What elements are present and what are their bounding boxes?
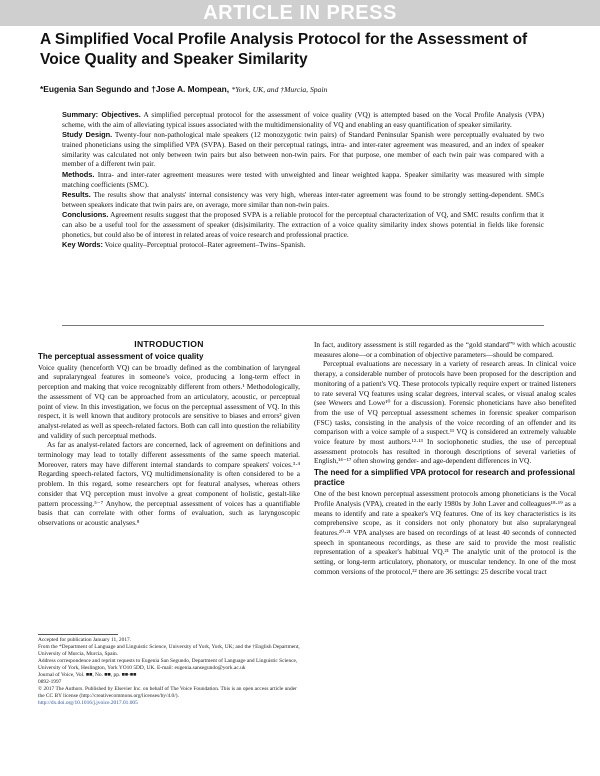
footnote-issn: 0892-1997 bbox=[38, 679, 62, 685]
body-paragraph: Perceptual evaluations are necessary in a variety of research areas. In clinical voice therapy, a considerable number of protocols have been proposed for the description and monitoring of a patient's VQ. These protocols typically require expert or trained listeners to rate several VQ features using scalar degrees, interval scales, or visual analog scales (see Wewers and Lowe¹⁰ for a discussion). Forensic phoneticians have also benefited from the use of VQ perceptual assessment schemes in forensic speaker comparison (FSC) tasks, consisting in the analysis of the voice recording of an offender and its comparison with a voice sample of a suspect.¹¹ VQ is considered an extremely valuable voice feature by most authors.¹²·¹³ In sociophonetic studies, the use of perceptual assessment protocols has resulted in thorough descriptions of several varieties of English,¹⁴⁻¹⁷ often showing gender- and age-dependent differences in VQ. bbox=[314, 359, 576, 466]
abstract-label: Results. bbox=[62, 189, 91, 199]
abstract-divider bbox=[62, 325, 544, 326]
body-paragraph: One of the best known perceptual assessment protocols among phoneticians is the Vocal Profile Analysis (VPA), created in the early 1980s by John Laver and colleagues¹⁸·¹⁹ as a means to identify and rate a speaker's VQ features. One of its key characteristics is its comprehensive scope, as it considers not only phonatory but also supralaryngeal features.²⁰·²¹ VPA analyses are based on recordings of at least 40 seconds of connected speech in spontaneous recordings, as these are said to provide the most realistic representation of a speaker's habitual VQ.²¹ The analytic unit of the protocol is the setting, or long-term articulatory, phonatory, or muscular tendency. In one of the most common versions of the protocol,²² there are 36 settings: 25 describe vocal tract bbox=[314, 489, 576, 576]
article-title: A Simplified Vocal Profile Analysis Protocol for the Assessment of Voice Quality and Speaker Similarity bbox=[40, 31, 528, 68]
subsection-heading: The need for a simplified VPA protocol for research and professional practice bbox=[314, 468, 575, 488]
abstract-text: The results show that analysts' internal consistency was very high, whereas inter-rater agreement was found to be strongly setting-dependent. SMCs between speakers indicate that twin pairs are, on average, more similar than non-twin pairs. bbox=[62, 189, 544, 209]
footnote-divider bbox=[38, 634, 118, 635]
author-line bbox=[40, 84, 570, 94]
footnote-accepted: Accepted for publication January 11, 2017. bbox=[38, 637, 132, 643]
section-heading-introduction: INTRODUCTION bbox=[134, 339, 204, 349]
abstract bbox=[62, 110, 544, 250]
abstract-text: Voice quality–Perceptual protocol–Rater agreement–Twins–Spanish. bbox=[104, 239, 306, 249]
article-in-press-banner bbox=[0, 0, 600, 26]
abstract-text: Twenty-four non-pathological male speakers (12 monozygotic twin pairs) of Standard Peninsular Spanish were perceptually evaluated by two trained phoneticians using the simplified VPA (SVPA). Based on their perceptual ratings, intra- and inter-rater agreement was measured, and an index of speaker similarity was calculated not only between twin pairs but also between non-twin pairs. For that purpose, one member of each twin pair was compared with a member of a different twin pair. bbox=[62, 130, 544, 169]
abstract-text: Agreement results suggest that the proposed SVPA is a reliable protocol for the perceptual characterization of VQ, and SMC results confirm that it can also be a useful tool for the assessment of speaker (dis)similarity. The extraction of a voice quality similarity index shows potential in fields like forensic phonetics, but could also be of interest in related areas of voice research and professional practice. bbox=[62, 209, 544, 239]
footnote-correspondence: Address correspondence and reprint requests to Eugenia San Segundo, Department of Language and Linguistic Science, University of York, Heslington, York YO10 5DD, UK. E-mail: eugenia.sansegundo@york.ac.uk bbox=[38, 658, 298, 671]
author-affiliations: *York, UK, and †Murcia, Spain bbox=[231, 85, 328, 94]
footnotes bbox=[38, 637, 300, 707]
abstract-label: Key Words: bbox=[62, 239, 103, 249]
abstract-label: Conclusions. bbox=[62, 209, 109, 219]
banner-text: ARTICLE IN PRESS bbox=[203, 2, 397, 24]
abstract-label: Methods. bbox=[62, 169, 95, 179]
footnote-journal: Journal of Voice, Vol. ■■, No. ■■, pp. ■■-■■ bbox=[38, 672, 137, 678]
abstract-methods bbox=[62, 170, 544, 190]
right-column bbox=[314, 340, 576, 576]
footnote-doi-link[interactable]: http://dx.doi.org/10.1016/j.jvoice.2017.01.005 bbox=[38, 700, 138, 706]
body-paragraph: As far as analyst-related factors are concerned, lack of agreement on definitions and terminology may lead to totally different assessments of the same speech material. Moreover, raters may have different internal standards to compare speakers' voices.³·⁴ Regarding speech-related factors, VQ multidimensionality is often considered to be a problem. In this regard, some researchers opt for featural analyses, whereas others consider that VQ perception must involve a great component of holistic, gestalt-like pattern processing.⁵⁻⁷ Anyhow, the perceptual assessment of voices has a quantifiable basis that can correlate with other forms of evaluation, such as laryngoscopic observations or acoustic analyses.⁸ bbox=[38, 440, 300, 527]
abstract-objectives bbox=[62, 110, 544, 130]
author-names: *Eugenia San Segundo and †Jose A. Mompean, bbox=[40, 84, 230, 94]
footnote-affiliation: From the *Department of Language and Linguistic Science, University of York, York, UK; and the †English Department, University of Murcia, Murcia, Spain. bbox=[38, 644, 300, 657]
abstract-label: Study Design. bbox=[62, 130, 113, 140]
abstract-keywords bbox=[62, 240, 544, 250]
subsection-heading: The perceptual assessment of voice quality bbox=[38, 351, 204, 361]
body-paragraph: Voice quality (henceforth VQ) can be broadly defined as the combination of laryngeal and supralaryngeal features in someone's voice, producing a long-term effect in perception and making that voice recognizably different from others.¹ Methodologically, the assessment of VQ can be approached from an articulatory, acoustic, or perceptual point of view. In this investigation, we focus on the perceptual assessment of VQ. In this respect, it is well known that auditory protocols are sensitive to biases and errors² given analyst-related as well as speech-related factors. Both can call into question the reliability and validity of such perceptual methods. bbox=[38, 362, 300, 440]
abstract-text: Intra- and inter-rater agreement measures were tested with unweighted and linear weighted kappa. Speaker similarity was measured with simple matching coefficients (SMC). bbox=[62, 169, 544, 189]
abstract-text: A simplified perceptual protocol for the assessment of voice quality (VQ) is attempted based on the Vocal Profile Analysis (VPA) scheme, with the aim of alleviating typical issues associated with the multidimensionality of VQ and enabling an easy quantification of speaker similarity. bbox=[62, 110, 545, 129]
abstract-study-design bbox=[62, 130, 544, 169]
abstract-results bbox=[62, 190, 544, 210]
abstract-label: Summary: Objectives. bbox=[62, 110, 141, 119]
footnote-license: © 2017 The Authors. Published by Elsevier Inc. on behalf of The Voice Foundation. This is an open access article under the CC BY license (http://creativecommons.org/licenses/by/4.0/). bbox=[38, 686, 297, 699]
abstract-conclusions bbox=[62, 210, 544, 239]
left-column bbox=[38, 340, 300, 528]
body-paragraph: In fact, auditory assessment is still regarded as the “gold standard”⁹ with which acoustic measures alone—or a combination of objective parameters—should be compared. bbox=[314, 340, 576, 359]
